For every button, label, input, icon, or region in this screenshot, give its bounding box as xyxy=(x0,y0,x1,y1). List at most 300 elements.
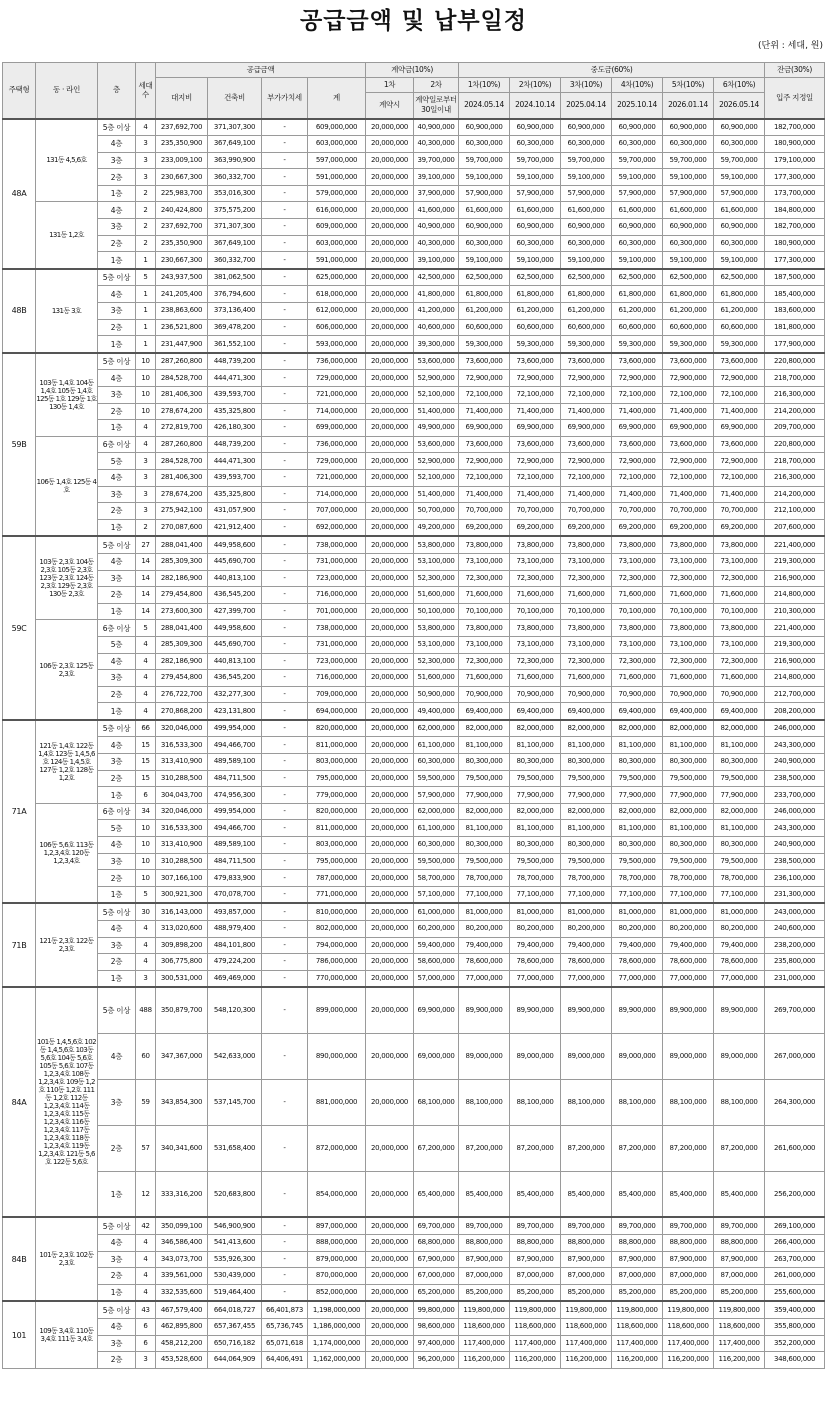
cell-middle-6: 118,600,000 xyxy=(714,1318,765,1335)
cell-building: 489,589,100 xyxy=(208,837,262,854)
cell-balance: 216,900,000 xyxy=(765,570,825,587)
unit-note: (단위 : 세대, 원) xyxy=(758,41,823,51)
table-row xyxy=(3,469,825,486)
cell-building: 369,478,200 xyxy=(208,319,262,336)
cell-total: 803,000,000 xyxy=(308,837,366,854)
cell-building: 444,471,300 xyxy=(208,370,262,387)
cell-land: 309,898,200 xyxy=(156,937,208,954)
cell-middle-1: 59,700,000 xyxy=(459,152,510,169)
header-m6: 6차(10%) xyxy=(714,78,765,93)
cell-middle-6: 87,900,000 xyxy=(714,1251,765,1268)
cell-middle-2: 81,100,000 xyxy=(510,820,561,837)
cell-deposit-1: 20,000,000 xyxy=(366,286,414,303)
cell-deposit-1: 20,000,000 xyxy=(366,420,414,437)
cell-total: 899,000,000 xyxy=(308,987,366,1033)
cell-households: 10 xyxy=(136,870,156,887)
cell-land: 276,722,700 xyxy=(156,686,208,703)
cell-dong-line: 121동 1,4호 122동 1,4호 123동 1,4,5,6호 124동 1,4,5호 127동 1,2호 128동 1,2호 xyxy=(36,720,98,803)
cell-balance: 238,500,000 xyxy=(765,770,825,787)
cell-households: 4 xyxy=(136,420,156,437)
header-dep1-when: 계약시 xyxy=(366,93,414,119)
cell-middle-2: 78,700,000 xyxy=(510,870,561,887)
cell-middle-5: 60,300,000 xyxy=(663,235,714,252)
table-row xyxy=(3,403,825,420)
cell-middle-4: 69,900,000 xyxy=(612,420,663,437)
cell-balance: 177,900,000 xyxy=(765,336,825,353)
cell-floor: 1층 xyxy=(98,970,136,987)
cell-balance: 238,200,000 xyxy=(765,937,825,954)
cell-deposit-1: 20,000,000 xyxy=(366,1352,414,1369)
cell-floor: 2층 xyxy=(98,403,136,420)
cell-deposit-2: 41,200,000 xyxy=(414,303,459,320)
cell-building: 423,131,800 xyxy=(208,703,262,720)
cell-land: 288,041,400 xyxy=(156,620,208,637)
table-row xyxy=(3,1335,825,1352)
cell-total: 723,000,000 xyxy=(308,570,366,587)
cell-middle-4: 85,400,000 xyxy=(612,1171,663,1217)
cell-middle-5: 71,600,000 xyxy=(663,670,714,687)
cell-land: 300,921,300 xyxy=(156,886,208,903)
cell-type: 48B xyxy=(3,269,36,353)
cell-middle-1: 88,100,000 xyxy=(459,1079,510,1125)
cell-building: 444,471,300 xyxy=(208,453,262,470)
cell-middle-3: 73,100,000 xyxy=(561,636,612,653)
cell-middle-1: 119,800,000 xyxy=(459,1301,510,1318)
cell-land: 339,561,000 xyxy=(156,1268,208,1285)
cell-middle-3: 60,900,000 xyxy=(561,119,612,136)
cell-land: 285,309,300 xyxy=(156,553,208,570)
cell-floor: 1층 xyxy=(98,252,136,269)
cell-middle-1: 87,900,000 xyxy=(459,1251,510,1268)
cell-floor: 2층 xyxy=(98,870,136,887)
cell-land: 284,528,700 xyxy=(156,453,208,470)
cell-middle-3: 82,000,000 xyxy=(561,720,612,737)
cell-middle-6: 72,900,000 xyxy=(714,370,765,387)
cell-deposit-2: 61,100,000 xyxy=(414,737,459,754)
cell-deposit-2: 50,100,000 xyxy=(414,603,459,620)
cell-middle-1: 62,500,000 xyxy=(459,269,510,286)
cell-floor: 3층 xyxy=(98,303,136,320)
cell-deposit-1: 20,000,000 xyxy=(366,903,414,920)
cell-building: 479,833,900 xyxy=(208,870,262,887)
cell-deposit-1: 20,000,000 xyxy=(366,219,414,236)
cell-deposit-1: 20,000,000 xyxy=(366,737,414,754)
cell-total: 854,000,000 xyxy=(308,1171,366,1217)
table-row xyxy=(3,1033,825,1079)
cell-land: 230,667,300 xyxy=(156,252,208,269)
cell-middle-3: 79,400,000 xyxy=(561,937,612,954)
cell-middle-4: 61,600,000 xyxy=(612,202,663,219)
cell-households: 3 xyxy=(136,453,156,470)
cell-deposit-2: 59,500,000 xyxy=(414,770,459,787)
cell-middle-3: 71,600,000 xyxy=(561,587,612,604)
cell-middle-5: 72,300,000 xyxy=(663,570,714,587)
cell-balance: 173,700,000 xyxy=(765,185,825,202)
header-dep2: 2차 xyxy=(414,78,459,93)
cell-floor: 1층 xyxy=(98,420,136,437)
cell-middle-6: 79,400,000 xyxy=(714,937,765,954)
cell-vat: - xyxy=(262,269,308,286)
header-m2-date: 2024.10.14 xyxy=(510,93,561,119)
header-m5-date: 2026.01.14 xyxy=(663,93,714,119)
cell-middle-4: 89,900,000 xyxy=(612,987,663,1033)
cell-middle-6: 85,400,000 xyxy=(714,1171,765,1217)
cell-vat: - xyxy=(262,937,308,954)
cell-floor: 5층 이상 xyxy=(98,987,136,1033)
cell-middle-2: 59,100,000 xyxy=(510,252,561,269)
cell-vat: - xyxy=(262,185,308,202)
cell-deposit-2: 52,100,000 xyxy=(414,387,459,404)
cell-middle-4: 82,000,000 xyxy=(612,803,663,820)
cell-building: 376,794,600 xyxy=(208,286,262,303)
cell-middle-4: 87,000,000 xyxy=(612,1268,663,1285)
cell-households: 2 xyxy=(136,235,156,252)
cell-middle-6: 73,100,000 xyxy=(714,636,765,653)
cell-land: 304,043,700 xyxy=(156,787,208,804)
cell-middle-1: 73,600,000 xyxy=(459,436,510,453)
cell-middle-5: 61,200,000 xyxy=(663,303,714,320)
cell-floor: 2층 xyxy=(98,319,136,336)
cell-middle-1: 60,900,000 xyxy=(459,219,510,236)
cell-balance: 243,300,000 xyxy=(765,737,825,754)
cell-households: 4 xyxy=(136,1268,156,1285)
cell-total: 714,000,000 xyxy=(308,486,366,503)
cell-middle-5: 71,600,000 xyxy=(663,587,714,604)
cell-total: 872,000,000 xyxy=(308,1125,366,1171)
cell-total: 699,000,000 xyxy=(308,420,366,437)
cell-balance: 214,200,000 xyxy=(765,486,825,503)
cell-land: 316,533,300 xyxy=(156,820,208,837)
cell-households: 4 xyxy=(136,703,156,720)
cell-building: 664,018,727 xyxy=(208,1301,262,1318)
cell-balance: 348,600,000 xyxy=(765,1352,825,1369)
cell-households: 4 xyxy=(136,686,156,703)
cell-floor: 2층 xyxy=(98,770,136,787)
cell-total: 1,198,000,000 xyxy=(308,1301,366,1318)
cell-middle-3: 61,800,000 xyxy=(561,286,612,303)
cell-floor: 1층 xyxy=(98,519,136,536)
cell-vat: - xyxy=(262,1268,308,1285)
cell-deposit-1: 20,000,000 xyxy=(366,1125,414,1171)
cell-deposit-1: 20,000,000 xyxy=(366,921,414,938)
cell-balance: 266,400,000 xyxy=(765,1234,825,1251)
cell-middle-6: 72,300,000 xyxy=(714,570,765,587)
cell-middle-4: 71,600,000 xyxy=(612,670,663,687)
cell-land: 237,692,700 xyxy=(156,219,208,236)
cell-floor: 4층 xyxy=(98,921,136,938)
cell-middle-4: 70,700,000 xyxy=(612,503,663,520)
table-row xyxy=(3,886,825,903)
cell-deposit-1: 20,000,000 xyxy=(366,303,414,320)
cell-middle-4: 60,600,000 xyxy=(612,319,663,336)
cell-middle-2: 70,900,000 xyxy=(510,686,561,703)
cell-middle-2: 73,100,000 xyxy=(510,553,561,570)
cell-middle-4: 59,100,000 xyxy=(612,169,663,186)
cell-middle-2: 73,800,000 xyxy=(510,620,561,637)
cell-middle-2: 82,000,000 xyxy=(510,720,561,737)
cell-households: 4 xyxy=(136,636,156,653)
cell-deposit-1: 20,000,000 xyxy=(366,1301,414,1318)
cell-middle-6: 88,800,000 xyxy=(714,1234,765,1251)
table-row xyxy=(3,720,825,737)
price-schedule-table xyxy=(2,62,825,1369)
cell-floor: 5층 이상 xyxy=(98,903,136,920)
cell-deposit-2: 41,800,000 xyxy=(414,286,459,303)
cell-middle-3: 79,500,000 xyxy=(561,853,612,870)
cell-vat: - xyxy=(262,754,308,771)
cell-vat: - xyxy=(262,336,308,353)
cell-middle-1: 80,300,000 xyxy=(459,754,510,771)
cell-vat: - xyxy=(262,853,308,870)
cell-total: 787,000,000 xyxy=(308,870,366,887)
cell-households: 6 xyxy=(136,787,156,804)
cell-total: 606,000,000 xyxy=(308,319,366,336)
cell-floor: 3층 xyxy=(98,570,136,587)
cell-middle-6: 72,900,000 xyxy=(714,453,765,470)
cell-middle-2: 88,100,000 xyxy=(510,1079,561,1125)
cell-dong-line: 106동 1,4호 125동 4호 xyxy=(36,436,98,536)
cell-middle-6: 69,900,000 xyxy=(714,420,765,437)
cell-total: 618,000,000 xyxy=(308,286,366,303)
cell-middle-6: 77,000,000 xyxy=(714,970,765,987)
cell-total: 591,000,000 xyxy=(308,252,366,269)
cell-middle-1: 60,900,000 xyxy=(459,119,510,136)
cell-middle-1: 72,900,000 xyxy=(459,453,510,470)
cell-building: 421,912,400 xyxy=(208,519,262,536)
cell-building: 541,413,600 xyxy=(208,1234,262,1251)
cell-building: 426,180,300 xyxy=(208,420,262,437)
cell-deposit-1: 20,000,000 xyxy=(366,587,414,604)
cell-building: 381,062,500 xyxy=(208,269,262,286)
cell-middle-1: 71,400,000 xyxy=(459,486,510,503)
cell-middle-3: 60,600,000 xyxy=(561,319,612,336)
cell-land: 467,579,400 xyxy=(156,1301,208,1318)
cell-total: 603,000,000 xyxy=(308,235,366,252)
cell-vat: - xyxy=(262,1251,308,1268)
cell-middle-5: 88,800,000 xyxy=(663,1234,714,1251)
cell-middle-2: 71,600,000 xyxy=(510,670,561,687)
cell-deposit-2: 68,100,000 xyxy=(414,1079,459,1125)
cell-middle-2: 79,400,000 xyxy=(510,937,561,954)
cell-land: 236,521,800 xyxy=(156,319,208,336)
cell-land: 230,667,300 xyxy=(156,169,208,186)
cell-building: 367,649,100 xyxy=(208,235,262,252)
cell-middle-3: 72,300,000 xyxy=(561,570,612,587)
cell-building: 644,064,909 xyxy=(208,1352,262,1369)
cell-middle-2: 89,900,000 xyxy=(510,987,561,1033)
cell-middle-5: 70,700,000 xyxy=(663,503,714,520)
cell-type: 59B xyxy=(3,353,36,537)
cell-balance: 246,000,000 xyxy=(765,720,825,737)
cell-deposit-1: 20,000,000 xyxy=(366,970,414,987)
cell-middle-1: 71,400,000 xyxy=(459,403,510,420)
cell-vat: - xyxy=(262,653,308,670)
cell-total: 852,000,000 xyxy=(308,1284,366,1301)
cell-floor: 2층 xyxy=(98,1268,136,1285)
cell-middle-5: 73,800,000 xyxy=(663,536,714,553)
cell-deposit-2: 40,600,000 xyxy=(414,319,459,336)
cell-middle-2: 59,100,000 xyxy=(510,169,561,186)
cell-floor: 4층 xyxy=(98,136,136,153)
cell-middle-6: 59,300,000 xyxy=(714,336,765,353)
cell-balance: 179,100,000 xyxy=(765,152,825,169)
cell-floor: 2층 xyxy=(98,235,136,252)
table-row xyxy=(3,987,825,1033)
cell-deposit-1: 20,000,000 xyxy=(366,553,414,570)
cell-land: 270,087,600 xyxy=(156,519,208,536)
cell-vat: 64,406,491 xyxy=(262,1352,308,1369)
cell-middle-4: 89,000,000 xyxy=(612,1033,663,1079)
cell-land: 288,041,400 xyxy=(156,536,208,553)
cell-floor: 2층 xyxy=(98,169,136,186)
table-row xyxy=(3,152,825,169)
cell-middle-2: 87,900,000 xyxy=(510,1251,561,1268)
cell-floor: 3층 xyxy=(98,1079,136,1125)
cell-middle-5: 82,000,000 xyxy=(663,803,714,820)
cell-middle-3: 72,100,000 xyxy=(561,387,612,404)
cell-deposit-2: 39,100,000 xyxy=(414,169,459,186)
cell-deposit-1: 20,000,000 xyxy=(366,403,414,420)
cell-floor: 1층 xyxy=(98,185,136,202)
cell-middle-4: 72,100,000 xyxy=(612,469,663,486)
cell-middle-3: 77,900,000 xyxy=(561,787,612,804)
cell-middle-6: 85,200,000 xyxy=(714,1284,765,1301)
cell-land: 333,316,200 xyxy=(156,1171,208,1217)
cell-middle-3: 73,600,000 xyxy=(561,353,612,370)
cell-middle-4: 72,100,000 xyxy=(612,387,663,404)
cell-land: 270,868,200 xyxy=(156,703,208,720)
cell-land: 279,454,800 xyxy=(156,670,208,687)
cell-deposit-1: 20,000,000 xyxy=(366,1284,414,1301)
cell-building: 375,575,200 xyxy=(208,202,262,219)
cell-building: 448,739,200 xyxy=(208,353,262,370)
cell-total: 609,000,000 xyxy=(308,219,366,236)
cell-households: 3 xyxy=(136,136,156,153)
cell-middle-1: 61,600,000 xyxy=(459,202,510,219)
cell-deposit-2: 67,900,000 xyxy=(414,1251,459,1268)
cell-households: 3 xyxy=(136,970,156,987)
cell-households: 4 xyxy=(136,937,156,954)
cell-land: 240,424,800 xyxy=(156,202,208,219)
table-row xyxy=(3,536,825,553)
cell-total: 721,000,000 xyxy=(308,387,366,404)
cell-middle-6: 81,100,000 xyxy=(714,737,765,754)
cell-middle-6: 79,500,000 xyxy=(714,770,765,787)
cell-households: 15 xyxy=(136,737,156,754)
cell-middle-1: 81,000,000 xyxy=(459,903,510,920)
cell-land: 235,350,900 xyxy=(156,235,208,252)
table-row xyxy=(3,1171,825,1217)
cell-deposit-1: 20,000,000 xyxy=(366,1318,414,1335)
cell-type: 71B xyxy=(3,903,36,987)
cell-balance: 210,300,000 xyxy=(765,603,825,620)
cell-households: 12 xyxy=(136,1171,156,1217)
cell-vat: - xyxy=(262,570,308,587)
cell-floor: 5층 이상 xyxy=(98,1301,136,1318)
cell-households: 27 xyxy=(136,536,156,553)
cell-building: 488,979,400 xyxy=(208,921,262,938)
cell-dong-line: 106동 2,3호 125동 2,3호 xyxy=(36,620,98,720)
cell-building: 360,332,700 xyxy=(208,169,262,186)
cell-total: 625,000,000 xyxy=(308,269,366,286)
cell-land: 316,533,300 xyxy=(156,737,208,754)
cell-balance: 177,300,000 xyxy=(765,169,825,186)
cell-land: 340,341,600 xyxy=(156,1125,208,1171)
cell-middle-5: 78,700,000 xyxy=(663,870,714,887)
table-row xyxy=(3,1125,825,1171)
cell-land: 347,367,000 xyxy=(156,1033,208,1079)
cell-floor: 4층 xyxy=(98,1318,136,1335)
cell-floor: 4층 xyxy=(98,653,136,670)
cell-middle-5: 89,000,000 xyxy=(663,1033,714,1079)
cell-middle-6: 59,100,000 xyxy=(714,252,765,269)
cell-middle-6: 57,900,000 xyxy=(714,185,765,202)
table-row xyxy=(3,1318,825,1335)
cell-middle-6: 88,100,000 xyxy=(714,1079,765,1125)
table-row xyxy=(3,319,825,336)
cell-total: 897,000,000 xyxy=(308,1217,366,1234)
cell-households: 14 xyxy=(136,603,156,620)
cell-middle-4: 73,100,000 xyxy=(612,636,663,653)
cell-balance: 216,900,000 xyxy=(765,653,825,670)
cell-middle-1: 88,800,000 xyxy=(459,1234,510,1251)
cell-middle-1: 71,600,000 xyxy=(459,670,510,687)
cell-households: 5 xyxy=(136,620,156,637)
cell-deposit-2: 97,400,000 xyxy=(414,1335,459,1352)
cell-deposit-2: 57,100,000 xyxy=(414,886,459,903)
table-row xyxy=(3,921,825,938)
cell-land: 272,819,700 xyxy=(156,420,208,437)
cell-middle-1: 72,100,000 xyxy=(459,387,510,404)
cell-deposit-2: 53,600,000 xyxy=(414,436,459,453)
cell-middle-1: 82,000,000 xyxy=(459,720,510,737)
cell-building: 449,958,600 xyxy=(208,620,262,637)
cell-building: 520,683,800 xyxy=(208,1171,262,1217)
cell-middle-3: 88,800,000 xyxy=(561,1234,612,1251)
cell-deposit-2: 49,200,000 xyxy=(414,519,459,536)
cell-balance: 243,000,000 xyxy=(765,903,825,920)
table-row xyxy=(3,1352,825,1369)
cell-households: 4 xyxy=(136,436,156,453)
cell-middle-6: 59,700,000 xyxy=(714,152,765,169)
cell-middle-5: 72,900,000 xyxy=(663,453,714,470)
cell-middle-4: 77,900,000 xyxy=(612,787,663,804)
table-row xyxy=(3,1217,825,1234)
cell-dong-line: 131동 4,5,6호 xyxy=(36,119,98,202)
cell-total: 820,000,000 xyxy=(308,720,366,737)
cell-vat: - xyxy=(262,319,308,336)
cell-vat: - xyxy=(262,686,308,703)
cell-deposit-2: 39,300,000 xyxy=(414,336,459,353)
cell-floor: 5층 이상 xyxy=(98,269,136,286)
cell-deposit-1: 20,000,000 xyxy=(366,603,414,620)
cell-middle-1: 79,400,000 xyxy=(459,937,510,954)
cell-middle-3: 72,900,000 xyxy=(561,453,612,470)
cell-building: 431,057,900 xyxy=(208,503,262,520)
cell-land: 313,410,900 xyxy=(156,754,208,771)
cell-middle-6: 73,100,000 xyxy=(714,553,765,570)
cell-vat: 66,401,873 xyxy=(262,1301,308,1318)
cell-floor: 3층 xyxy=(98,387,136,404)
cell-floor: 6층 이상 xyxy=(98,803,136,820)
cell-households: 10 xyxy=(136,353,156,370)
cell-building: 530,439,000 xyxy=(208,1268,262,1285)
cell-middle-6: 116,200,000 xyxy=(714,1352,765,1369)
cell-middle-6: 61,600,000 xyxy=(714,202,765,219)
cell-middle-5: 79,500,000 xyxy=(663,853,714,870)
cell-total: 890,000,000 xyxy=(308,1033,366,1079)
cell-dong-line: 131동 1,2호 xyxy=(36,202,98,269)
